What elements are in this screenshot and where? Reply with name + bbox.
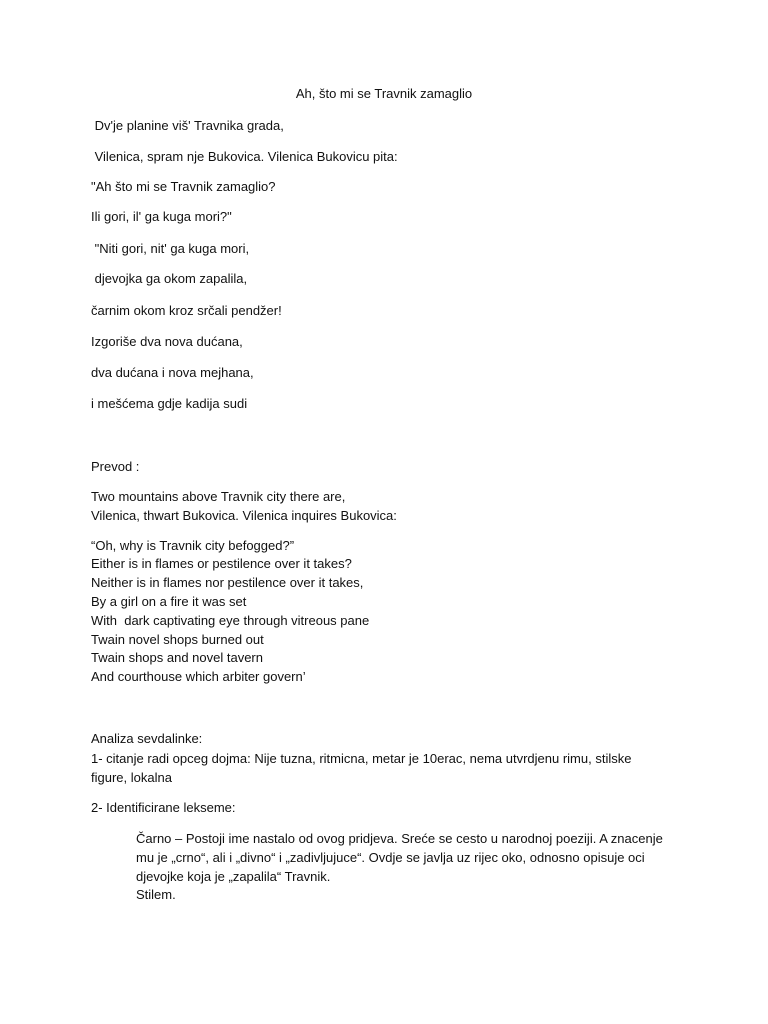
translation-line: Twain shops and novel tavern bbox=[91, 650, 263, 665]
translation-line: Twain novel shops burned out bbox=[91, 632, 264, 647]
poem-line: dva dućana i nova mejhana, bbox=[91, 365, 254, 380]
translation-line: With dark captivating eye through vitreous pane bbox=[91, 613, 370, 628]
poem-line: čarnim okom kroz srčali pendžer! bbox=[91, 303, 282, 318]
poem-line: "Niti gori, nit' ga kuga mori, bbox=[91, 241, 250, 256]
prevod-heading: Prevod : bbox=[91, 459, 140, 474]
poem-line: Ili gori, il' ga kuga mori?" bbox=[91, 209, 232, 224]
lexeme-paragraph: Čarno – Postoji ime nastalo od ovog pridjeva. Sreće se cesto u narodnoj poeziji. A znacenje mu je „crno“, ali i „divno“ i „zadivljujuce“. Ovdje se javlja uz rijec oko, odnosno opisuje oci djevojke koja je „zapalila“ Travnik. bbox=[136, 831, 663, 884]
translation-line: Either is in flames or pestilence over it takes? bbox=[91, 556, 352, 571]
poem-line: Dv'je planine viš' Travnika grada, bbox=[91, 118, 284, 133]
poem-line: i mešćema gdje kadija sudi bbox=[91, 396, 248, 411]
translation-line: Neither is in flames nor pestilence over it takes, bbox=[91, 575, 364, 590]
translation-line: Two mountains above Travnik city there are, bbox=[91, 489, 346, 504]
poem-title: Ah, što mi se Travnik zamaglio bbox=[295, 86, 473, 101]
translation-line: And courthouse which arbiter govern’ bbox=[91, 669, 306, 684]
analysis-point-2: 2- Identificirane lekseme: bbox=[91, 800, 236, 815]
translation-line: By a girl on a fire it was set bbox=[91, 594, 247, 609]
poem-line: Vilenica, spram nje Bukovica. Vilenica Bukovicu pita: bbox=[91, 149, 398, 164]
lexeme-tail: Stilem. bbox=[136, 887, 176, 902]
analysis-point-1: 1- citanje radi opceg dojma: Nije tuzna, ritmicna, metar je 10erac, nema utvrdjenu rimu, stilske figure, lokalna bbox=[91, 751, 632, 785]
translation-line: “Oh, why is Travnik city befogged?” bbox=[91, 538, 295, 553]
poem-line: "Ah što mi se Travnik zamaglio? bbox=[91, 179, 276, 194]
translation-line: Vilenica, thwart Bukovica. Vilenica inquires Bukovica: bbox=[91, 508, 397, 523]
poem-line: Izgoriše dva nova dućana, bbox=[91, 334, 243, 349]
analysis-heading: Analiza sevdalinke: bbox=[91, 731, 203, 746]
poem-line: djevojka ga okom zapalila, bbox=[91, 271, 248, 286]
